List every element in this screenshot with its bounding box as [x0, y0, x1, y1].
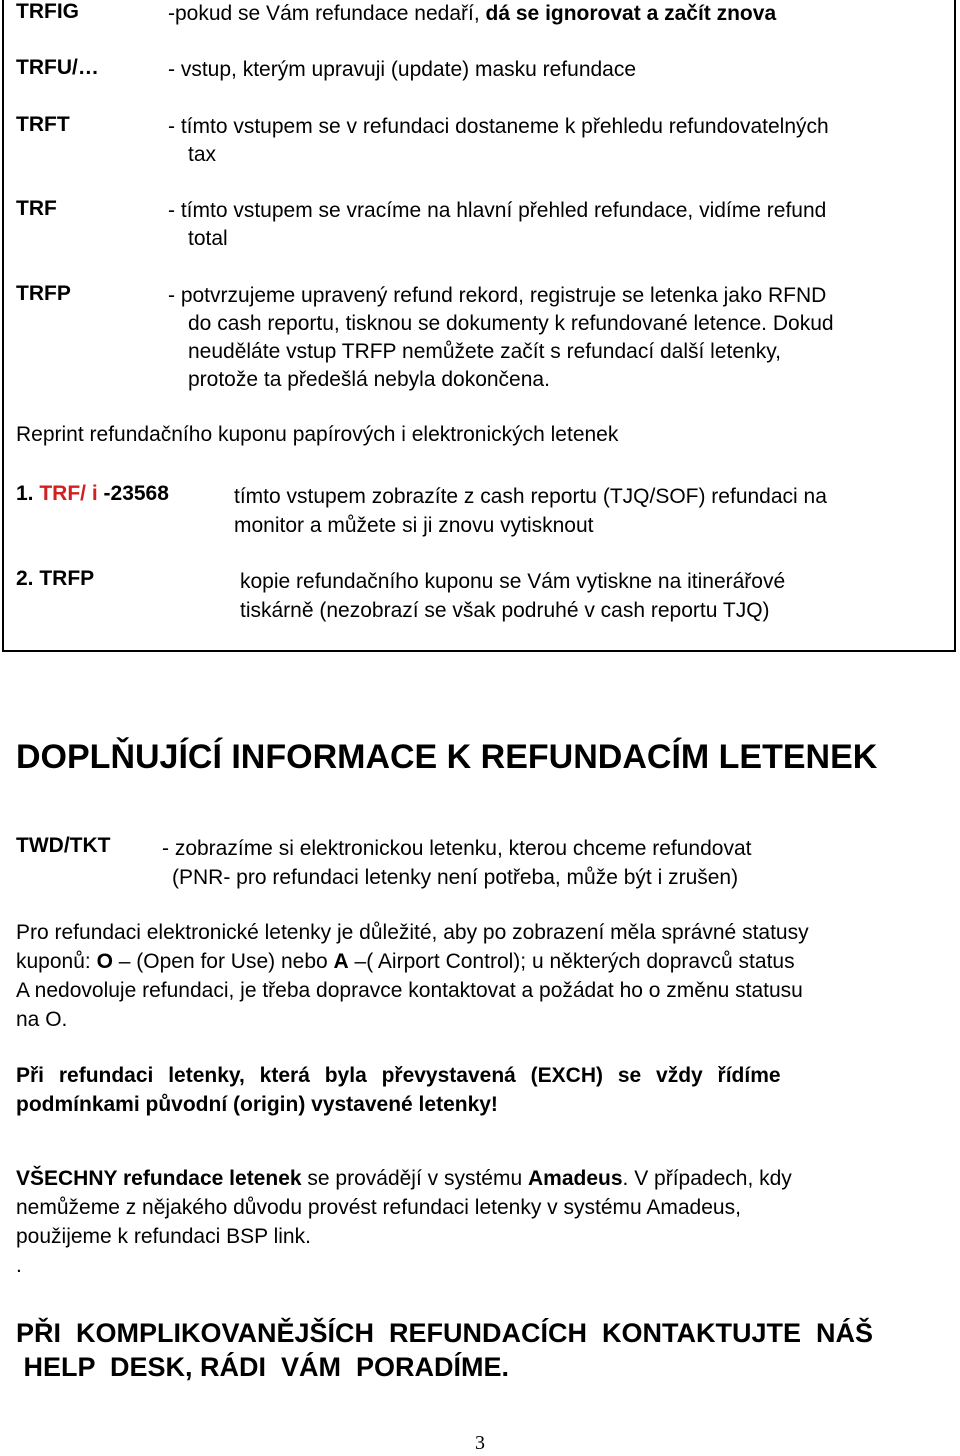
reprint-item-2-desc — [240, 567, 785, 625]
para-line: kuponů: O – (Open for Use) nebo A –( Airport Control); u některých dopravců status — [16, 950, 795, 973]
para-line: VŠECHNY refundace letenek se provádějí v systému Amadeus. V případech, kdy — [16, 1167, 792, 1190]
command-desc-trfig — [168, 0, 948, 28]
twd-code: TWD/TKT — [16, 834, 111, 857]
page-number: 3 — [475, 1432, 485, 1454]
reprint-item-1-desc — [234, 482, 827, 540]
desc-line: (PNR- pro refundaci letenky není potřeba, může být i zrušen) — [172, 866, 739, 889]
para-line: na O. — [16, 1008, 68, 1031]
desc-line: neuděláte vstup TRFP nemůžete začít s refundací další letenky, — [188, 340, 781, 363]
note-line: PŘI KOMPLIKOVANĚJŠÍCH REFUNDACÍCH KONTAKTUJTE NÁŠ — [16, 1318, 874, 1348]
desc-line: tax — [188, 143, 217, 166]
desc-line: - tímto vstupem se v refundaci dostaneme k přehledu refundovatelných — [168, 115, 829, 138]
status-paragraph — [16, 918, 946, 1034]
item-code: -23568 — [103, 482, 169, 505]
para-line: použijeme k refundaci BSP link. — [16, 1225, 311, 1248]
desc-line: protože ta předešlá nebyla dokončena. — [188, 368, 550, 391]
command-code-trfig: TRFIG — [16, 0, 79, 23]
command-desc-trfp — [168, 282, 948, 394]
twd-desc — [162, 834, 751, 892]
desc-line: tímto vstupem zobrazíte z cash reportu (TJQ/SOF) refundaci na — [234, 485, 827, 508]
exch-paragraph — [16, 1061, 946, 1119]
para-line: nemůžeme z nějakého důvodu provést refundaci letenky v systému Amadeus, — [16, 1196, 741, 1219]
para-line: Pro refundaci elektronické letenky je důležité, aby po zobrazení měla správné statusy — [16, 921, 809, 944]
desc-text: -pokud se Vám refundace nedaří, — [168, 2, 486, 25]
desc-line: kopie refundačního kuponu se Vám vytiskne na itinerářové — [240, 570, 786, 593]
command-code-trfu: TRFU/… — [16, 56, 99, 79]
helpdesk-note — [16, 1316, 873, 1384]
amadeus-paragraph — [16, 1164, 946, 1280]
desc-bold-text: dá se ignorovat a začít znova — [485, 2, 777, 25]
para-line: A nedovoluje refundaci, je třeba dopravce kontaktovat a požádat ho o změnu statusu — [16, 979, 803, 1002]
para-line: . — [16, 1254, 22, 1277]
desc-line: do cash reportu, tisknou se dokumenty k refundované letence. Dokud — [188, 312, 834, 335]
info-title: DOPLŇUJÍCÍ INFORMACE K REFUNDACÍM LETENEK — [16, 738, 878, 776]
command-code-trft: TRFT — [16, 113, 70, 136]
desc-line: tiskárně (nezobrazí se však podruhé v cash reportu TJQ) — [240, 599, 770, 622]
para-line: Při refundaci letenky, která byla převystavená (EXCH) se vždy řídíme — [16, 1064, 781, 1087]
desc-line: - potvrzujeme upravený refund rekord, registruje se letenka jako RFND — [168, 284, 827, 307]
command-desc-trf — [168, 197, 948, 253]
desc-line: monitor a můžete si ji znovu vytisknout — [234, 514, 594, 537]
command-desc-trfu: - vstup, kterým upravuji (update) masku refundace — [168, 58, 637, 81]
item-command: TRF/ i — [39, 482, 98, 505]
reprint-item-2-label: 2. TRFP — [16, 567, 95, 590]
command-code-trfp: TRFP — [16, 282, 71, 305]
desc-line: - tímto vstupem se vracíme na hlavní přehled refundace, vidíme refund — [168, 199, 827, 222]
command-code-trf: TRF — [16, 197, 57, 220]
command-desc-trft — [168, 113, 948, 169]
item-number: 1. — [16, 482, 34, 505]
reprint-heading: Reprint refundačního kuponu papírových i elektronických letenek — [16, 423, 619, 446]
desc-line: total — [188, 227, 228, 250]
note-line: HELP DESK, RÁDI VÁM PORADÍME. — [16, 1352, 510, 1382]
desc-line: - zobrazíme si elektronickou letenku, kterou chceme refundovat — [162, 837, 752, 860]
reprint-item-1-label — [16, 482, 169, 506]
para-line: podmínkami původní (origin) vystavené letenky! — [16, 1093, 498, 1116]
